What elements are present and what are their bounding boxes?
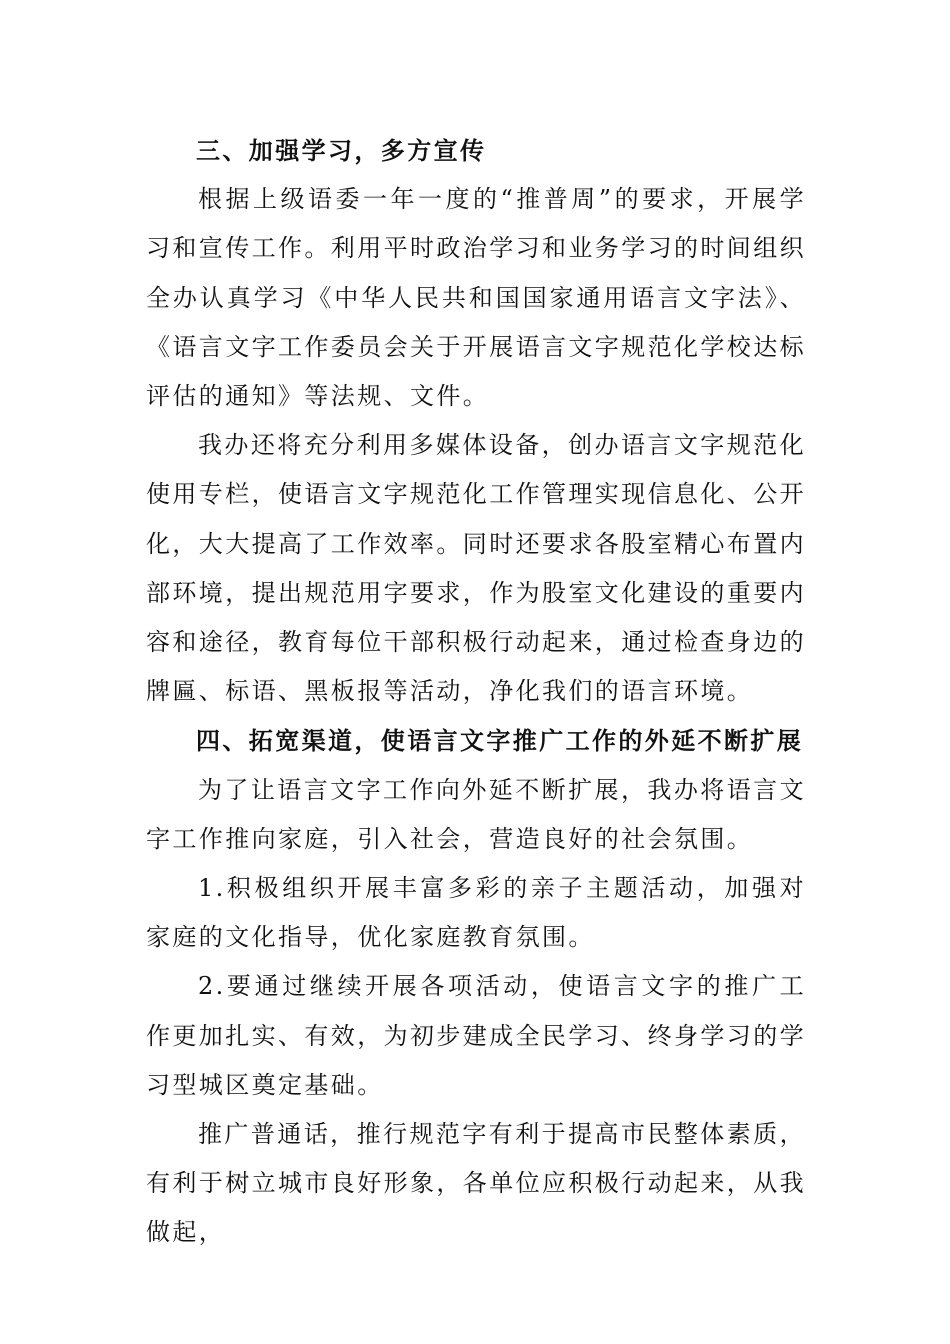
list-item-1: 1.积极组织开展丰富多彩的亲子主题活动，加强对家庭的文化指导，优化家庭教育氛围。 [146, 874, 806, 952]
document-body [146, 126, 806, 1258]
paragraph-study-publicity: 根据上级语委一年一度的“推普周”的要求，开展学习和宣传工作。利用平时政治学习和业务学习的时间组织全办认真学习《中华人民共和国国家通用语言文字法》、《语言文字工作委员会关于开展语言文字规范化学校达标评估的通知》等法规、文件。 [146, 185, 806, 411]
paragraph-closing: 推广普通话，推行规范字有利于提高市民整体素质，有利于树立城市良好形象，各单位应积极行动起来，从我做起， [146, 1120, 806, 1247]
section-heading-3: 三、加强学习，多方宣传 [196, 136, 487, 165]
section-heading-4: 四、拓宽渠道，使语言文字推广工作的外延不断扩展 [196, 726, 804, 756]
paragraph-extend-work: 为了让语言文字工作向外延不断扩展，我办将语言文字工作推向家庭，引入社会，营造良好的社会氛围。 [146, 775, 806, 853]
paragraph-multimedia: 我办还将充分利用多媒体设备，创办语言文字规范化使用专栏，使语言文字规范化工作管理实现信息化、公开化，大大提高了工作效率。同时还要求各股室精心布置内部环境，提出规范用字要求，作为股室文化建设的重要内容和途径，教育每位干部积极行动起来，通过检查身边的牌匾、标语、黑板报等活动，净化我们的语言环境。 [146, 431, 806, 706]
list-item-2: 2.要通过继续开展各项活动，使语言文字的推广工作更加扎实、有效，为初步建成全民学习、终身学习的学习型城区奠定基础。 [146, 972, 806, 1099]
